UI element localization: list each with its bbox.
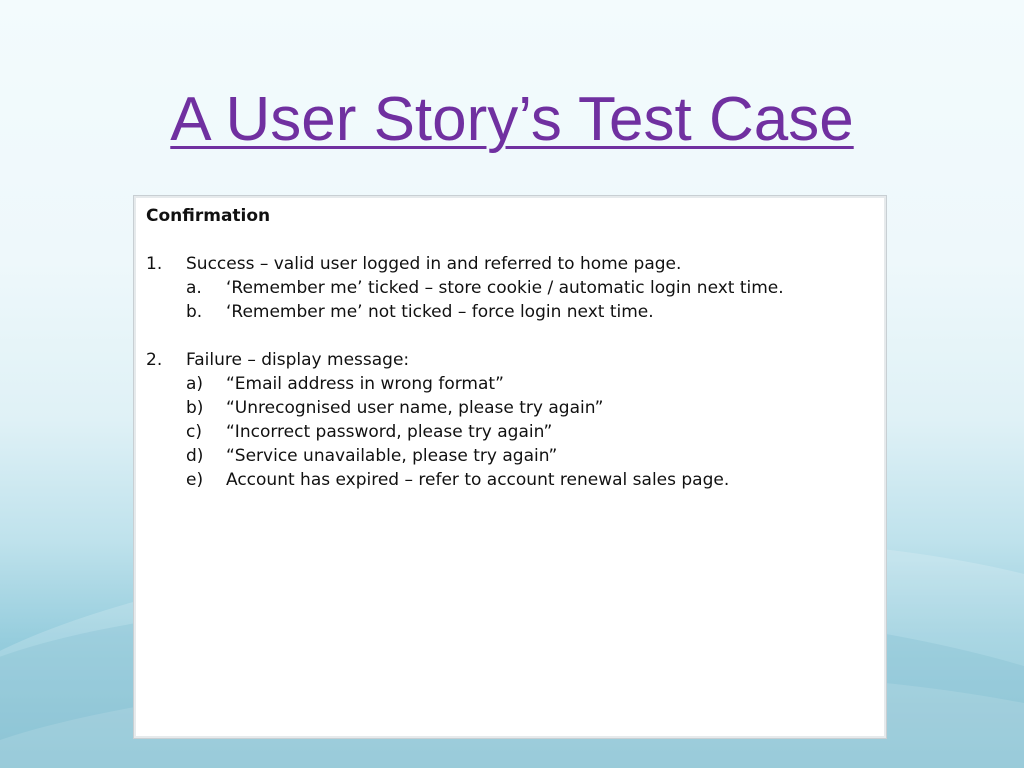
list-item xyxy=(146,276,874,300)
card-heading: Confirmation xyxy=(146,206,271,226)
list-text: “Service unavailable, please try again” xyxy=(226,446,558,466)
list-marker: c) xyxy=(186,422,202,442)
list-item xyxy=(146,444,874,468)
list-text: Success – valid user logged in and referred to home page. xyxy=(186,254,682,274)
list-marker: a. xyxy=(186,278,202,298)
list-item xyxy=(146,420,874,444)
list-marker: 1. xyxy=(146,254,163,274)
list-item xyxy=(146,348,874,372)
list-marker: e) xyxy=(186,470,204,490)
list-text: ‘Remember me’ not ticked – force login next time. xyxy=(226,302,654,322)
list-text: “Email address in wrong format” xyxy=(226,374,504,394)
list-text: ‘Remember me’ ticked – store cookie / automatic login next time. xyxy=(226,278,784,298)
list-marker: 2. xyxy=(146,350,163,370)
list-marker: b. xyxy=(186,302,203,322)
list-marker: b) xyxy=(186,398,204,418)
list-text: “Unrecognised user name, please try again” xyxy=(226,398,604,418)
list-text: Failure – display message: xyxy=(186,350,410,370)
failure-section xyxy=(146,348,874,492)
list-item xyxy=(146,468,874,492)
list-marker: d) xyxy=(186,446,204,466)
list-item xyxy=(146,372,874,396)
list-text: Account has expired – refer to account renewal sales page. xyxy=(226,470,730,490)
list-marker: a) xyxy=(186,374,204,394)
success-section xyxy=(146,252,874,324)
slide-title: A User Story’s Test Case xyxy=(170,85,854,154)
confirmation-card xyxy=(133,195,887,739)
list-item xyxy=(146,252,874,276)
list-item xyxy=(146,396,874,420)
list-text: “Incorrect password, please try again” xyxy=(226,422,553,442)
list-item xyxy=(146,300,874,324)
